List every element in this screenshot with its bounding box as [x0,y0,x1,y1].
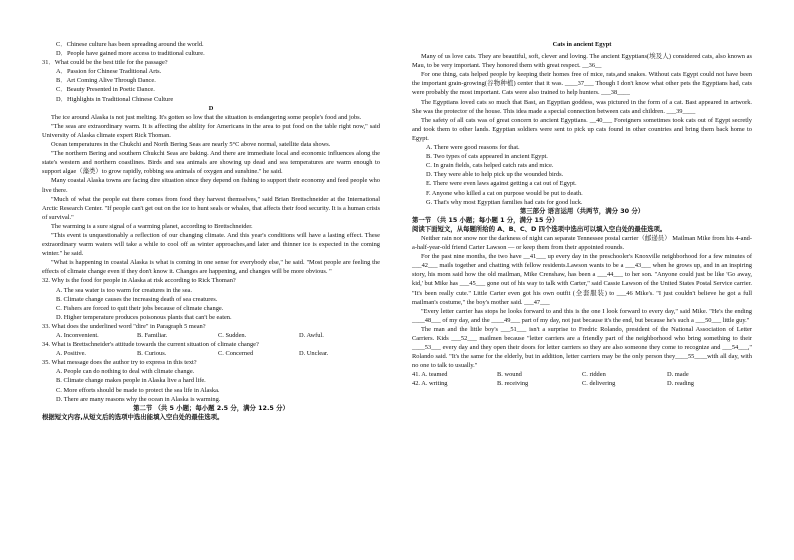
cats-paragraph: For one thing, cats helped people by keeping their homes free of mice, rats,and snakes. Without cats Egypt could not have been the important grain-growing(谷物种植) center that it was. ____37___ Though I don't know what other pets the Egyptians had, cats were probably the most important. Cats were also trained to help hunters. ___38____ [412,71,752,97]
passage-d-label: D [208,104,214,112]
cats-paragraph: The safety of all cats was of great concern to ancient Egyptians. __40___ Foreigners sometimes took cats out of Egypt secretly and took them to other lands. Egyptian soldiers were sent to pick up cats found in other countries and bring them back home to Egypt. [412,116,752,142]
q31-option-c: C．Beauty Presented in Poetic Dance. [56,86,155,94]
part3-title: 第三部分 语言运用（共两节，满分 30 分） [519,206,645,215]
q34-option-b: B. Curious. [137,350,167,358]
q35-option-c: C. More efforts should be made to protect the sea life in Alaska. [56,386,220,394]
q42-option-d: D. reading [667,380,694,388]
q33-stem: 33. What does the underlined word "dire" in Paragraph 5 mean? [42,322,206,330]
passage-d-paragraph: The ice around Alaska is not just melting. It's gotten so low that the situation is endangering some people's food and jobs. [51,113,362,121]
q30-option-c: C．Chinese culture has been spreading around the world. [56,41,204,48]
q33-option-c: C. Sudden. [218,332,247,339]
passage-d-paragraph: "This event is unquestionably a reflection of our changing climate. And this year's conditions will have a lasting effect. These extraordinary warm waters will take a while to cool off as winter approaches,and later and thinner ice is expected in the coming winter." he said. [42,231,380,258]
cloze-paragraph: The man and the little boy's ___51___ isn't a surprise to Fredric Rolando, president of the National Association of Letter Carriers. Kids ___52___ mailmen because "letter carriers are a friendly part of the neighborhood who bring something to their ____53___ every day and they open their doors for letter carriers so they are also someone they come to recognize and ___54___," Rolando said. "It's the same for the elderly, but in addition, letter carriers may be the only person they____55____with all day, with no one to talk to usually." [412,325,752,370]
cloze-paragraph: For the past nine months, the two have __41___ up every day in the preschooler's Knoxville neighborhood for a few minutes of ___42___ mails together and chatting with fellow residents.Lawson wants to be a ___43___ when he grows up, and in an inspiring story, his mom said how the old mailman, Mike Crenshaw, has been a ___44___ to her son. "Anyone could just be like 'Go away, kid,' but Mike has ___45___ gone out of his way to talk with Carter," said Cassie Lawson of the United States Postal Service carrier. "It's been really cute." Little Carter even got his own outfit (全套服装) to ___46 Mike's. "I just couldn't believe he got a full mailman's costume," the boy's mother said. ___47___ [412,253,752,306]
passage-d-paragraph: The warming is a sure signal of a warming planet, according to Brettschneider. [51,222,253,230]
q42-option-b: B. receiving [497,380,529,388]
q32-option-d: D. Higher temperature produces poisonous plants that can't be eaten. [56,313,232,321]
passage-d-paragraph: Many coastal Alaska towns are facing dire situation since they depend on fishing to support their economy and feed people who live there. [42,177,380,194]
cats-option-b: B. Two types of cats appeared in ancient Egypt. [426,153,548,161]
cloze-paragraph: "Every letter carrier has stops he looks forward to and this is the one I look forward to every day," said Mike. "He's the ending ____48___ of my day, and the ____49___ part of my day, not just because it's the end, but because he's such a ___50___ little guy." [412,307,752,324]
q35-option-a: A. People can do nothing to deal with climate change. [56,368,195,376]
q35-option-d: D. There are many reasons why the ocean in Alaska is warming. [56,395,221,403]
q41-option-c: C. ridden [582,371,606,379]
q32-option-b: B. Climate change causes the increasing death of sea creatures. [56,295,218,303]
passage-d-paragraph: "Much of what the people eat there comes from food they harvest themselves," said Brian Brettschneider at the International Arctic Research Center. "If people can't get out on the ice to hunt seals or whales, that affects their food security. It is a human crisis of survival." [42,195,380,221]
cats-paragraph: Many of us love cats. They are beautiful, soft, clever and loving. The ancient Egyptians(埃及人) considered cats, also known as Mau, to be very important. They honored them with great respect. __36__ [412,53,752,70]
q33-option-a: A. Inconvenient. [56,332,99,339]
q41-option-d: D. made [667,371,689,379]
q31-stem: 31．What could be the best title for the passage? [42,59,168,67]
q32-stem: 32. Why is the food for people in Alaska at risk according to Rick Thoman? [42,277,236,285]
cats-option-c: C. In grain fields, cats helped catch rats and mice. [426,162,554,170]
cats-paragraph: The Egyptians loved cats so much that Bast, an Egyptian goddess, was pictured in the form of a cat. Bast appeared in artwork. She was the protector of the house. This idea made a special connection between cats and children. ___39____ [412,98,752,115]
q30-option-d: D．People have gained more access to traditional culture. [56,50,205,58]
section2-title: 第二节 （共 5 小题；每小题 2.5 分，满分 12.5 分） [133,403,289,412]
section2-instructions: 根据短文内容,从短文后的选项中选出能填入空白处的最佳选项。 [42,412,224,421]
cats-option-e: E. There were even laws against getting a cat out of Egypt. [426,180,577,188]
cats-option-f: F. Anyone who killed a cat on purpose would be put to death. [426,189,583,197]
section1-title: 第一节 （共 15 小题；每小题 1 分，满分 15 分） [412,215,559,224]
q32-option-a: A. The sea water is too warm for creatures in the sea. [56,286,192,294]
q42-option-a: 42. A. writing [412,380,448,388]
q34-options [42,349,380,358]
passage-d-paragraph: "The seas are extraordinary warm. It is affecting the ability for Americans in the area to put food on the table right now," said University of Alaska climate expert Rick Thoman. [42,122,380,139]
cats-passage-title: Cats in ancient Egypt [552,41,612,48]
cats-option-g: G. That's why most Egyptian families had cats for good luck. [426,198,583,206]
q34-stem: 34. What is Brettschneider's attitude towards the current situation of climate change? [42,341,259,349]
q35-option-b: B. Climate change makes people in Alaska live a hard life. [56,377,206,385]
q41-option-a: 41. A. teamed [412,371,448,379]
cats-option-a: A. There were good reasons for that. [426,144,520,152]
q41-option-b: B. wound [497,371,522,379]
q42-options [412,379,752,388]
passage-d-paragraph: "What is happening in coastal Alaska is what is coming in one sense for everybody else," he said. "Most people are feeling the effects of climate change even if they don't know it. Changes are happening, and changes will be more obvious. " [42,259,380,276]
q34-option-d: D. Unclear. [299,350,329,358]
q32-option-c: C. Fishers are forced to quit their jobs because of climate change. [56,304,224,312]
q33-option-d: D. Awful. [299,332,324,339]
q31-option-a: A．Passion for Chinese Traditional Arts. [56,68,162,76]
cloze-paragraph: Neither rain nor snow nor the darkness of night can separate Tennessee postal carrier（邮递员） Mailman Mike from his 4-and-a-half-year-old friend Carter Lawson — or keep them from their appointed rounds. [412,234,752,252]
q34-option-a: A. Positive. [56,350,87,358]
passage-d-paragraph: Ocean temperatures in the Chukchi and North Bering Seas are nearly 5°C above normal, satellite data shows. [51,141,331,149]
left-column [42,40,380,422]
section1-instructions: 阅读下面短文，从每题所给的 A、B、C、D 四个选项中选出可以填入空白处的最佳选项。 [412,224,667,233]
right-column [412,40,752,389]
passage-d-paragraph: "The northern Bering and southern Chukchi Seas are baking. And there are immediate local and economic influences along the state's western and northern coastlines. Birds and sea animals are showing up dead and sea temperatures are warm enough to support algae（藻类）to grow rapidly, robbing sea animals of oxygen and sunshine." he said. [42,150,380,176]
q41-options [412,370,752,379]
cats-option-d: D. They were able to help pick up the wounded birds. [426,171,564,179]
q42-option-c: C. delivering [582,380,616,388]
q35-stem: 35. What message does the author try to express in this text? [42,359,197,367]
q33-options [42,331,380,340]
q31-option-b: B．Art Coming Alive Through Dance. [56,77,156,85]
q33-option-b: B. Familiar. [137,332,168,339]
q34-option-c: C. Concerned [218,350,254,358]
q31-option-d: D．Highlights in Traditional Chinese Culture [56,95,174,103]
